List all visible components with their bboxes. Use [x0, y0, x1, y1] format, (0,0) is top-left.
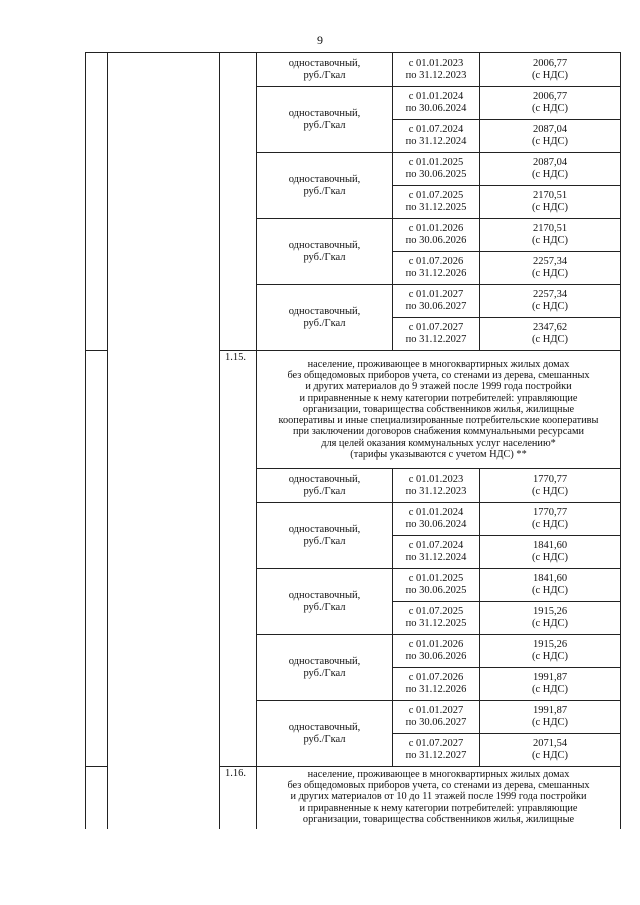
unit-cell — [257, 53, 393, 87]
price-vat-note: (с НДС) — [531, 651, 569, 662]
price-vat-note: (с НДС) — [531, 301, 569, 312]
price-vat-note: (с НДС) — [531, 202, 569, 213]
period-to: по 30.06.2026 — [405, 651, 467, 662]
price-value: 1915,26 — [532, 606, 568, 617]
section-heading-line: и других материалов до 9 этажей после 1999 года постройки — [305, 381, 572, 393]
price-vat-note: (с НДС) — [531, 750, 569, 761]
period-cell — [393, 87, 480, 120]
price-cell — [480, 701, 621, 734]
price-value: 2257,34 — [532, 256, 568, 267]
period-from: с 01.07.2027 — [408, 322, 464, 333]
row-number-cell — [86, 53, 108, 351]
price-value: 1770,77 — [532, 507, 568, 518]
period-from: с 01.07.2025 — [408, 190, 464, 201]
section-heading-line: население, проживающее в многоквартирных жилых домах — [307, 359, 570, 371]
period-to: по 31.12.2025 — [405, 202, 467, 213]
price-cell — [480, 186, 621, 219]
period-cell — [393, 503, 480, 536]
unit-label-rate: одноставочный, — [288, 305, 361, 317]
price-cell — [480, 503, 621, 536]
section-heading-line: и приравненные к нему категории потребителей: управляющие — [299, 802, 578, 814]
price-value: 2071,54 — [532, 738, 568, 749]
section-heading-line: без общедомовых приборов учета, со стенами из дерева, смешанных — [287, 370, 590, 382]
price-cell — [480, 569, 621, 602]
period-to: по 31.12.2026 — [405, 268, 467, 279]
period-from: с 01.07.2027 — [408, 738, 464, 749]
price-value: 1991,87 — [532, 705, 568, 716]
price-cell — [480, 87, 621, 120]
period-from: с 01.01.2027 — [408, 705, 464, 716]
price-cell — [480, 153, 621, 186]
period-to: по 30.06.2027 — [405, 301, 467, 312]
price-value: 2347,62 — [532, 322, 568, 333]
tariff-table — [85, 52, 621, 829]
price-cell — [480, 219, 621, 252]
price-value: 2087,04 — [532, 124, 568, 135]
period-from: с 01.01.2025 — [408, 157, 464, 168]
unit-label-measure: руб./Гкал — [303, 733, 346, 745]
price-cell — [480, 318, 621, 351]
unit-cell — [257, 153, 393, 219]
unit-cell — [257, 469, 393, 503]
unit-cell — [257, 635, 393, 701]
price-vat-note: (с НДС) — [531, 268, 569, 279]
period-from: с 01.01.2023 — [408, 57, 464, 69]
price-cell — [480, 53, 621, 87]
period-to: по 31.12.2026 — [405, 684, 467, 695]
row-number-cell — [86, 351, 108, 767]
period-to: по 30.06.2024 — [405, 519, 467, 530]
price-value: 1770,77 — [532, 473, 568, 485]
period-to: по 31.12.2027 — [405, 750, 467, 761]
price-vat-note: (с НДС) — [531, 717, 569, 728]
unit-cell — [257, 87, 393, 153]
unit-label-rate: одноставочный, — [288, 655, 361, 667]
period-from: с 01.01.2026 — [408, 223, 464, 234]
period-cell — [393, 469, 480, 503]
price-vat-note: (с НДС) — [531, 485, 569, 497]
page-number: 9 — [317, 33, 323, 47]
tariff-table-body — [86, 53, 621, 829]
price-value: 2006,77 — [532, 57, 568, 69]
period-to: по 30.06.2025 — [405, 169, 467, 180]
price-cell — [480, 734, 621, 767]
period-to: по 30.06.2025 — [405, 585, 467, 596]
period-from: с 01.01.2025 — [408, 573, 464, 584]
period-cell — [393, 602, 480, 635]
section-heading-line: для целей оказания коммунальных услуг населению* — [321, 437, 556, 449]
price-value: 2257,34 — [532, 289, 568, 300]
period-from: с 01.01.2023 — [408, 473, 464, 485]
period-cell — [393, 219, 480, 252]
section-heading-line: и других материалов от 10 до 11 этажей после 1999 года постройки — [290, 791, 587, 803]
unit-label-rate: одноставочный, — [288, 473, 361, 485]
price-vat-note: (с НДС) — [531, 69, 569, 81]
section-heading-line: и приравненные к нему категории потребителей: управляющие — [299, 392, 578, 404]
price-vat-note: (с НДС) — [531, 169, 569, 180]
price-cell — [480, 252, 621, 285]
period-cell — [393, 668, 480, 701]
section-heading-line: без общедомовых приборов учета, со стенами из дерева, смешанных — [287, 780, 590, 792]
period-cell — [393, 701, 480, 734]
price-value: 1841,60 — [532, 573, 568, 584]
unit-cell — [257, 285, 393, 351]
period-from: с 01.01.2027 — [408, 289, 464, 300]
section-heading — [257, 351, 621, 469]
price-value: 2170,51 — [532, 190, 568, 201]
period-from: с 01.07.2024 — [408, 124, 464, 135]
price-vat-note: (с НДС) — [531, 334, 569, 345]
section-heading-line: при заключении договоров снабжения коммунальными ресурсами — [292, 426, 584, 438]
period-to: по 31.12.2023 — [405, 485, 467, 497]
period-cell — [393, 569, 480, 602]
unit-cell — [257, 503, 393, 569]
period-cell — [393, 120, 480, 153]
unit-label-measure: руб./Гкал — [303, 119, 346, 131]
price-cell — [480, 635, 621, 668]
price-value: 1841,60 — [532, 540, 568, 551]
period-from: с 01.01.2024 — [408, 91, 464, 102]
unit-label-rate: одноставочный, — [288, 523, 361, 535]
price-value: 2087,04 — [532, 157, 568, 168]
period-to: по 31.12.2024 — [405, 552, 467, 563]
price-cell — [480, 285, 621, 318]
period-cell — [393, 153, 480, 186]
period-to: по 31.12.2024 — [405, 136, 467, 147]
unit-label-measure: руб./Гкал — [303, 667, 346, 679]
unit-label-rate: одноставочный, — [288, 107, 361, 119]
section-heading-line: организации, товарищества собственников жилья, жилищные — [302, 403, 575, 415]
period-cell — [393, 318, 480, 351]
section-number: 1.15. — [220, 351, 257, 767]
row-number-cell — [86, 767, 108, 829]
section-heading-line: (тарифы указываются с учетом НДС) ** — [350, 448, 527, 460]
period-from: с 01.01.2024 — [408, 507, 464, 518]
price-vat-note: (с НДС) — [531, 552, 569, 563]
price-vat-note: (с НДС) — [531, 585, 569, 596]
period-to: по 31.12.2027 — [405, 334, 467, 345]
section-heading-line: кооперативы и иные специализированные потребительские кооперативы — [278, 415, 599, 427]
period-from: с 01.07.2026 — [408, 672, 464, 683]
period-to: по 31.12.2025 — [405, 618, 467, 629]
price-vat-note: (с НДС) — [531, 519, 569, 530]
price-cell — [480, 602, 621, 635]
period-from: с 01.07.2026 — [408, 256, 464, 267]
unit-cell — [257, 219, 393, 285]
price-value: 1991,87 — [532, 672, 568, 683]
period-cell — [393, 536, 480, 569]
unit-label-measure: руб./Гкал — [303, 317, 346, 329]
price-value: 1915,26 — [532, 639, 568, 650]
period-to: по 31.12.2023 — [405, 69, 467, 81]
unit-label-rate: одноставочный, — [288, 173, 361, 185]
period-cell — [393, 186, 480, 219]
sub-number-cell — [220, 53, 257, 351]
unit-label-measure: руб./Гкал — [303, 535, 346, 547]
period-to: по 30.06.2027 — [405, 717, 467, 728]
price-vat-note: (с НДС) — [531, 235, 569, 246]
unit-cell — [257, 701, 393, 767]
unit-label-measure: руб./Гкал — [303, 485, 346, 497]
section-number: 1.16. — [220, 767, 257, 829]
price-cell — [480, 469, 621, 503]
period-to: по 30.06.2026 — [405, 235, 467, 246]
period-from: с 01.07.2024 — [408, 540, 464, 551]
price-cell — [480, 120, 621, 153]
period-cell — [393, 285, 480, 318]
price-vat-note: (с НДС) — [531, 136, 569, 147]
period-to: по 30.06.2024 — [405, 103, 467, 114]
blank-cell — [108, 53, 220, 829]
period-from: с 01.07.2025 — [408, 606, 464, 617]
unit-label-measure: руб./Гкал — [303, 185, 346, 197]
price-vat-note: (с НДС) — [531, 684, 569, 695]
period-cell — [393, 53, 480, 87]
period-cell — [393, 635, 480, 668]
price-vat-note: (с НДС) — [531, 103, 569, 114]
section-heading — [257, 767, 621, 829]
unit-label-measure: руб./Гкал — [303, 251, 346, 263]
price-value: 2006,77 — [532, 91, 568, 102]
price-cell — [480, 668, 621, 701]
price-value: 2170,51 — [532, 223, 568, 234]
section-heading-line: организации, товарищества собственников жилья, жилищные — [302, 813, 575, 825]
unit-label-rate: одноставочный, — [288, 57, 361, 69]
unit-label-rate: одноставочный, — [288, 721, 361, 733]
unit-label-rate: одноставочный, — [288, 589, 361, 601]
tariff-row — [86, 53, 621, 87]
period-cell — [393, 252, 480, 285]
period-from: с 01.01.2026 — [408, 639, 464, 650]
unit-label-measure: руб./Гкал — [303, 69, 346, 81]
section-heading-line: население, проживающее в многоквартирных жилых домах — [307, 769, 570, 780]
period-cell — [393, 734, 480, 767]
unit-label-measure: руб./Гкал — [303, 601, 346, 613]
price-vat-note: (с НДС) — [531, 618, 569, 629]
unit-cell — [257, 569, 393, 635]
price-cell — [480, 536, 621, 569]
unit-label-rate: одноставочный, — [288, 239, 361, 251]
